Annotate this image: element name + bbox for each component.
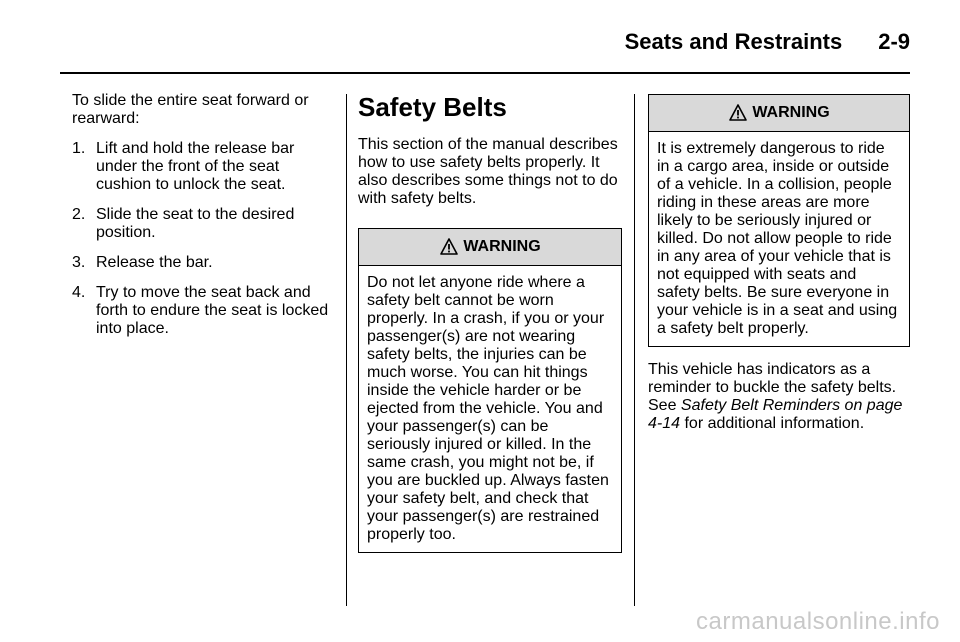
- column-seat-adjust: [72, 92, 336, 350]
- column-cargo-warning: [648, 92, 910, 445]
- watermark: carmanualsonline.info: [696, 608, 940, 635]
- warning-text: It is extremely dangerous to ride in a cargo area, inside or outside of a vehicle. In a collision, people riding in these areas are more likely to be seriously injured or killed. Do not allow people to ride in any area of your vehicle that is not equipped with seats and safety belts. Be sure everyone in your vehicle is in a seat and using a safety belt properly.: [657, 140, 898, 337]
- column-safety-belts: [358, 92, 622, 553]
- section-title: Seats and Restraints: [624, 29, 843, 54]
- seat-slide-steps: [72, 140, 336, 338]
- step-item: 4. Try to move the seat back and forth to endure the seat is locked into place.: [72, 284, 329, 337]
- safety-belts-intro: This section of the manual describes how to use safety belts properly. It also describes some things not to do with safety belts.: [358, 136, 618, 207]
- seat-slide-intro: To slide the entire seat forward or rearward:: [72, 92, 309, 127]
- step-item: 1. Lift and hold the release bar under the front of the seat cushion to unlock the seat.: [72, 140, 295, 193]
- warning-icon: [439, 237, 459, 257]
- cross-reference-link[interactable]: Safety Belt Reminders on page 4-14: [648, 397, 903, 432]
- page-header: [625, 22, 910, 62]
- warning-header: [649, 95, 909, 132]
- step-item: 3. Release the bar.: [72, 254, 213, 271]
- warning-box: [358, 228, 622, 553]
- safety-belts-heading: Safety Belts: [358, 92, 507, 122]
- step-item: 2. Slide the seat to the desired position.: [72, 206, 295, 241]
- warning-text: Do not let anyone ride where a safety belt cannot be worn properly. In a crash, if you or your passenger(s) are not wearing safety belts, the injuries can be much worse. You can hit things inside the vehicle harder or be ejected from the vehicle. You and your passenger(s) can be seriously injured or killed. In the same crash, you might not be, if you are buckled up. Always fasten your safety belt, and check that your passenger(s) are restrained properly too.: [367, 274, 609, 543]
- column-divider-2: [634, 94, 635, 606]
- warning-header: [359, 229, 621, 266]
- warning-label: WARNING: [752, 104, 830, 121]
- warning-box: [648, 94, 910, 347]
- warning-icon: [728, 103, 748, 123]
- header-rule: [60, 72, 910, 74]
- page-number: 2-9: [878, 29, 910, 54]
- reminder-paragraph: This vehicle has indicators as a reminder to buckle the safety belts. See Safety Belt Reminders on page 4-14 for additional information.: [648, 361, 903, 432]
- warning-label: WARNING: [463, 238, 541, 255]
- column-divider-1: [346, 94, 347, 606]
